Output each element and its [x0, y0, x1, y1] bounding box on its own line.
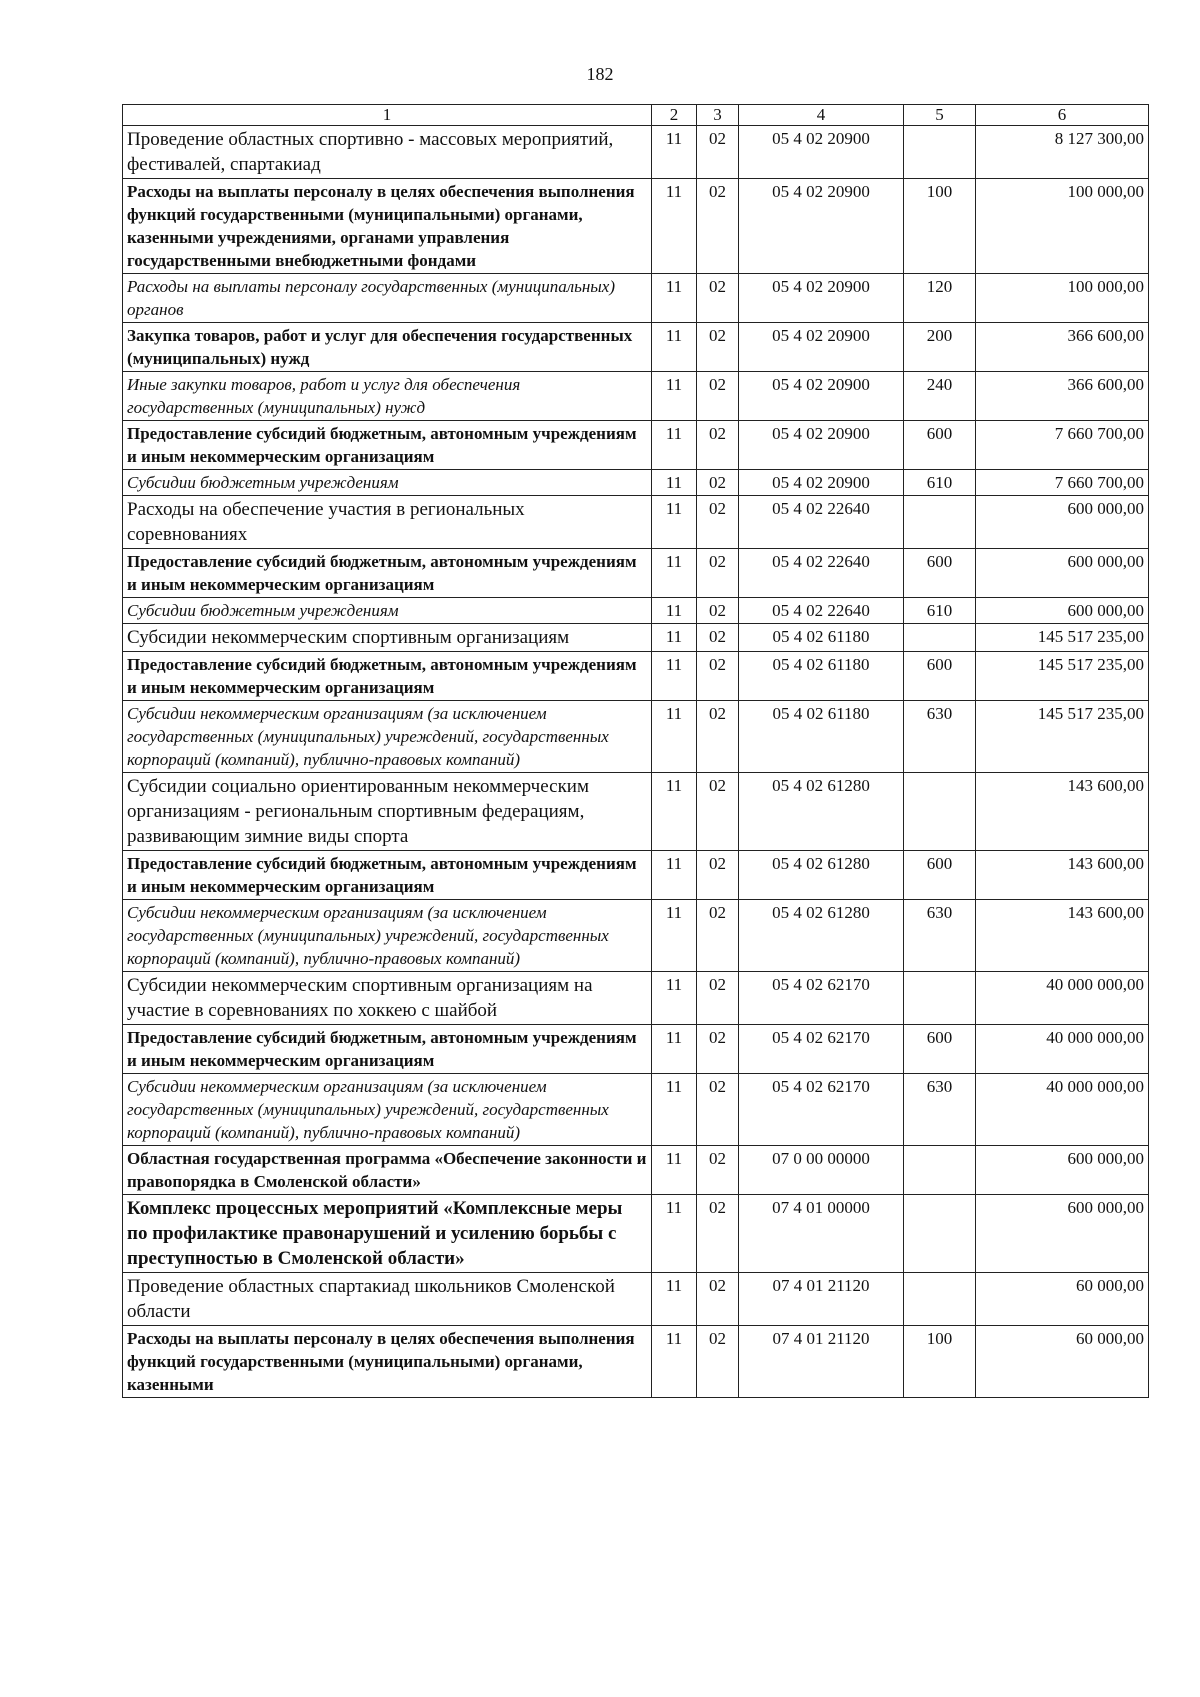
amount-cell: 143 600,00 — [976, 773, 1149, 851]
expense-type-cell — [904, 496, 976, 549]
amount-cell: 143 600,00 — [976, 851, 1149, 900]
target-article-cell: 07 4 01 21120 — [739, 1273, 904, 1326]
subsection-code-cell: 02 — [697, 274, 739, 323]
subsection-code-cell: 02 — [697, 372, 739, 421]
expense-name-cell: Предоставление субсидий бюджетным, автономным учреждениям и иным некоммерческим организациям — [123, 851, 652, 900]
table-row — [123, 421, 1149, 470]
subsection-code-cell: 02 — [697, 421, 739, 470]
target-article-cell: 05 4 02 22640 — [739, 598, 904, 624]
expense-name-cell: Субсидии бюджетным учреждениям — [123, 470, 652, 496]
section-code-cell: 11 — [652, 598, 697, 624]
expense-type-cell: 120 — [904, 274, 976, 323]
amount-cell: 40 000 000,00 — [976, 972, 1149, 1025]
table-row — [123, 598, 1149, 624]
section-code-cell: 11 — [652, 470, 697, 496]
amount-cell: 366 600,00 — [976, 372, 1149, 421]
subsection-code-cell: 02 — [697, 701, 739, 773]
subsection-code-cell: 02 — [697, 1074, 739, 1146]
target-article-cell: 07 0 00 00000 — [739, 1146, 904, 1195]
subsection-code-cell: 02 — [697, 1195, 739, 1273]
subsection-code-cell: 02 — [697, 652, 739, 701]
section-code-cell: 11 — [652, 773, 697, 851]
target-article-cell: 05 4 02 61180 — [739, 624, 904, 652]
expense-type-cell — [904, 773, 976, 851]
expense-type-cell — [904, 1195, 976, 1273]
table-row — [123, 549, 1149, 598]
table-row — [123, 652, 1149, 701]
subsection-code-cell: 02 — [697, 773, 739, 851]
subsection-code-cell: 02 — [697, 126, 739, 179]
section-code-cell: 11 — [652, 421, 697, 470]
expense-name-cell: Комплекс процессных мероприятий «Комплексные меры по профилактике правонарушений и усилению борьбы с преступностью в Смоленской области» — [123, 1195, 652, 1273]
amount-cell: 145 517 235,00 — [976, 624, 1149, 652]
expense-name-cell: Субсидии некоммерческим организациям (за исключением государственных (муниципальных) учреждений, государственных корпораций (компаний), публично-правовых компаний) — [123, 701, 652, 773]
subsection-code-cell: 02 — [697, 179, 739, 274]
subsection-code-cell: 02 — [697, 1146, 739, 1195]
amount-cell: 40 000 000,00 — [976, 1074, 1149, 1146]
amount-cell: 600 000,00 — [976, 1146, 1149, 1195]
target-article-cell: 05 4 02 61280 — [739, 900, 904, 972]
expense-name-cell: Субсидии некоммерческим организациям (за исключением государственных (муниципальных) учреждений, государственных корпораций (компаний), публично-правовых компаний) — [123, 1074, 652, 1146]
expense-type-cell: 600 — [904, 1025, 976, 1074]
expense-type-cell — [904, 126, 976, 179]
expense-name-cell: Расходы на выплаты персоналу в целях обеспечения выполнения функций государственными (муниципальными) органами, казенными — [123, 1326, 652, 1398]
target-article-cell: 05 4 02 61180 — [739, 652, 904, 701]
amount-cell: 100 000,00 — [976, 274, 1149, 323]
expense-type-cell: 100 — [904, 179, 976, 274]
amount-cell: 40 000 000,00 — [976, 1025, 1149, 1074]
table-row — [123, 1273, 1149, 1326]
section-code-cell: 11 — [652, 701, 697, 773]
subsection-code-cell: 02 — [697, 900, 739, 972]
page-number: 182 — [586, 64, 614, 84]
target-article-cell: 05 4 02 61280 — [739, 851, 904, 900]
section-code-cell: 11 — [652, 1025, 697, 1074]
amount-cell: 60 000,00 — [976, 1273, 1149, 1326]
section-code-cell: 11 — [652, 126, 697, 179]
table-row — [123, 1146, 1149, 1195]
expense-type-cell: 630 — [904, 1074, 976, 1146]
expense-name-cell: Субсидии некоммерческим спортивным организациям на участие в соревнованиях по хоккею с шайбой — [123, 972, 652, 1025]
expense-type-cell: 100 — [904, 1326, 976, 1398]
table-row — [123, 274, 1149, 323]
table-row — [123, 851, 1149, 900]
subsection-code-cell: 02 — [697, 470, 739, 496]
section-code-cell: 11 — [652, 624, 697, 652]
expense-name-cell: Расходы на выплаты персоналу в целях обеспечения выполнения функций государственными (муниципальными) органами, казенными учреждениями, органами управления государственными внебюджетными фондами — [123, 179, 652, 274]
section-code-cell: 11 — [652, 1074, 697, 1146]
expense-type-cell: 600 — [904, 851, 976, 900]
section-code-cell: 11 — [652, 372, 697, 421]
expense-name-cell: Предоставление субсидий бюджетным, автономным учреждениям и иным некоммерческим организациям — [123, 549, 652, 598]
target-article-cell: 07 4 01 21120 — [739, 1326, 904, 1398]
amount-cell: 7 660 700,00 — [976, 421, 1149, 470]
table-row — [123, 972, 1149, 1025]
amount-cell: 7 660 700,00 — [976, 470, 1149, 496]
subsection-code-cell: 02 — [697, 624, 739, 652]
column-header-6: 6 — [976, 105, 1149, 126]
table-row — [123, 773, 1149, 851]
target-article-cell: 05 4 02 22640 — [739, 549, 904, 598]
expense-type-cell: 610 — [904, 598, 976, 624]
table-row — [123, 126, 1149, 179]
expense-type-cell — [904, 1146, 976, 1195]
subsection-code-cell: 02 — [697, 323, 739, 372]
subsection-code-cell: 02 — [697, 1273, 739, 1326]
expense-type-cell — [904, 624, 976, 652]
expense-type-cell: 600 — [904, 549, 976, 598]
target-article-cell: 05 4 02 62170 — [739, 1025, 904, 1074]
subsection-code-cell: 02 — [697, 549, 739, 598]
target-article-cell: 05 4 02 20900 — [739, 372, 904, 421]
table-row — [123, 701, 1149, 773]
expense-type-cell — [904, 972, 976, 1025]
subsection-code-cell: 02 — [697, 496, 739, 549]
target-article-cell: 05 4 02 20900 — [739, 421, 904, 470]
amount-cell: 145 517 235,00 — [976, 652, 1149, 701]
target-article-cell: 05 4 02 20900 — [739, 470, 904, 496]
expense-type-cell: 600 — [904, 421, 976, 470]
target-article-cell: 05 4 02 62170 — [739, 1074, 904, 1146]
column-header-3: 3 — [697, 105, 739, 126]
expense-type-cell: 600 — [904, 652, 976, 701]
expense-type-cell: 240 — [904, 372, 976, 421]
amount-cell: 366 600,00 — [976, 323, 1149, 372]
amount-cell: 143 600,00 — [976, 900, 1149, 972]
section-code-cell: 11 — [652, 851, 697, 900]
table-row — [123, 323, 1149, 372]
amount-cell: 8 127 300,00 — [976, 126, 1149, 179]
table-row — [123, 496, 1149, 549]
expense-name-cell: Предоставление субсидий бюджетным, автономным учреждениям и иным некоммерческим организациям — [123, 421, 652, 470]
target-article-cell: 05 4 02 20900 — [739, 274, 904, 323]
target-article-cell: 05 4 02 20900 — [739, 323, 904, 372]
amount-cell: 60 000,00 — [976, 1326, 1149, 1398]
target-article-cell: 05 4 02 22640 — [739, 496, 904, 549]
table-row — [123, 900, 1149, 972]
expense-name-cell: Областная государственная программа «Обеспечение законности и правопорядка в Смоленской области» — [123, 1146, 652, 1195]
section-code-cell: 11 — [652, 1146, 697, 1195]
budget-table — [122, 104, 1149, 1398]
section-code-cell: 11 — [652, 274, 697, 323]
expense-name-cell: Субсидии бюджетным учреждениям — [123, 598, 652, 624]
table-row — [123, 1074, 1149, 1146]
target-article-cell: 07 4 01 00000 — [739, 1195, 904, 1273]
section-code-cell: 11 — [652, 1326, 697, 1398]
amount-cell: 600 000,00 — [976, 549, 1149, 598]
section-code-cell: 11 — [652, 972, 697, 1025]
table-row — [123, 1195, 1149, 1273]
column-header-5: 5 — [904, 105, 976, 126]
expense-name-cell: Проведение областных спортивно - массовых мероприятий, фестивалей, спартакиад — [123, 126, 652, 179]
table-header-row — [123, 105, 1149, 126]
expense-name-cell: Субсидии некоммерческим организациям (за исключением государственных (муниципальных) учреждений, государственных корпораций (компаний), публично-правовых компаний) — [123, 900, 652, 972]
expense-type-cell: 200 — [904, 323, 976, 372]
table-row — [123, 624, 1149, 652]
column-header-1: 1 — [123, 105, 652, 126]
table-row — [123, 372, 1149, 421]
table-row — [123, 1326, 1149, 1398]
subsection-code-cell: 02 — [697, 851, 739, 900]
section-code-cell: 11 — [652, 323, 697, 372]
amount-cell: 600 000,00 — [976, 1195, 1149, 1273]
target-article-cell: 05 4 02 61280 — [739, 773, 904, 851]
expense-name-cell: Закупка товаров, работ и услуг для обеспечения государственных (муниципальных) нужд — [123, 323, 652, 372]
target-article-cell: 05 4 02 61180 — [739, 701, 904, 773]
expense-name-cell: Субсидии некоммерческим спортивным организациям — [123, 624, 652, 652]
expense-name-cell: Предоставление субсидий бюджетным, автономным учреждениям и иным некоммерческим организациям — [123, 652, 652, 701]
expense-type-cell — [904, 1273, 976, 1326]
section-code-cell: 11 — [652, 496, 697, 549]
section-code-cell: 11 — [652, 652, 697, 701]
table-row — [123, 1025, 1149, 1074]
table-row — [123, 179, 1149, 274]
expense-name-cell: Расходы на обеспечение участия в региональных соревнованиях — [123, 496, 652, 549]
expense-name-cell: Иные закупки товаров, работ и услуг для обеспечения государственных (муниципальных) нужд — [123, 372, 652, 421]
amount-cell: 600 000,00 — [976, 496, 1149, 549]
column-header-2: 2 — [652, 105, 697, 126]
section-code-cell: 11 — [652, 549, 697, 598]
expense-name-cell: Предоставление субсидий бюджетным, автономным учреждениям и иным некоммерческим организациям — [123, 1025, 652, 1074]
subsection-code-cell: 02 — [697, 972, 739, 1025]
section-code-cell: 11 — [652, 1273, 697, 1326]
expense-type-cell: 630 — [904, 900, 976, 972]
expense-type-cell: 610 — [904, 470, 976, 496]
section-code-cell: 11 — [652, 1195, 697, 1273]
expense-name-cell: Проведение областных спартакиад школьников Смоленской области — [123, 1273, 652, 1326]
subsection-code-cell: 02 — [697, 1025, 739, 1074]
target-article-cell: 05 4 02 62170 — [739, 972, 904, 1025]
target-article-cell: 05 4 02 20900 — [739, 179, 904, 274]
section-code-cell: 11 — [652, 900, 697, 972]
table-row — [123, 470, 1149, 496]
subsection-code-cell: 02 — [697, 598, 739, 624]
target-article-cell: 05 4 02 20900 — [739, 126, 904, 179]
amount-cell: 145 517 235,00 — [976, 701, 1149, 773]
subsection-code-cell: 02 — [697, 1326, 739, 1398]
expense-type-cell: 630 — [904, 701, 976, 773]
amount-cell: 100 000,00 — [976, 179, 1149, 274]
section-code-cell: 11 — [652, 179, 697, 274]
column-header-4: 4 — [739, 105, 904, 126]
expense-name-cell: Субсидии социально ориентированным некоммерческим организациям - региональным спортивным федерациям, развивающим зимние виды спорта — [123, 773, 652, 851]
expense-name-cell: Расходы на выплаты персоналу государственных (муниципальных) органов — [123, 274, 652, 323]
amount-cell: 600 000,00 — [976, 598, 1149, 624]
